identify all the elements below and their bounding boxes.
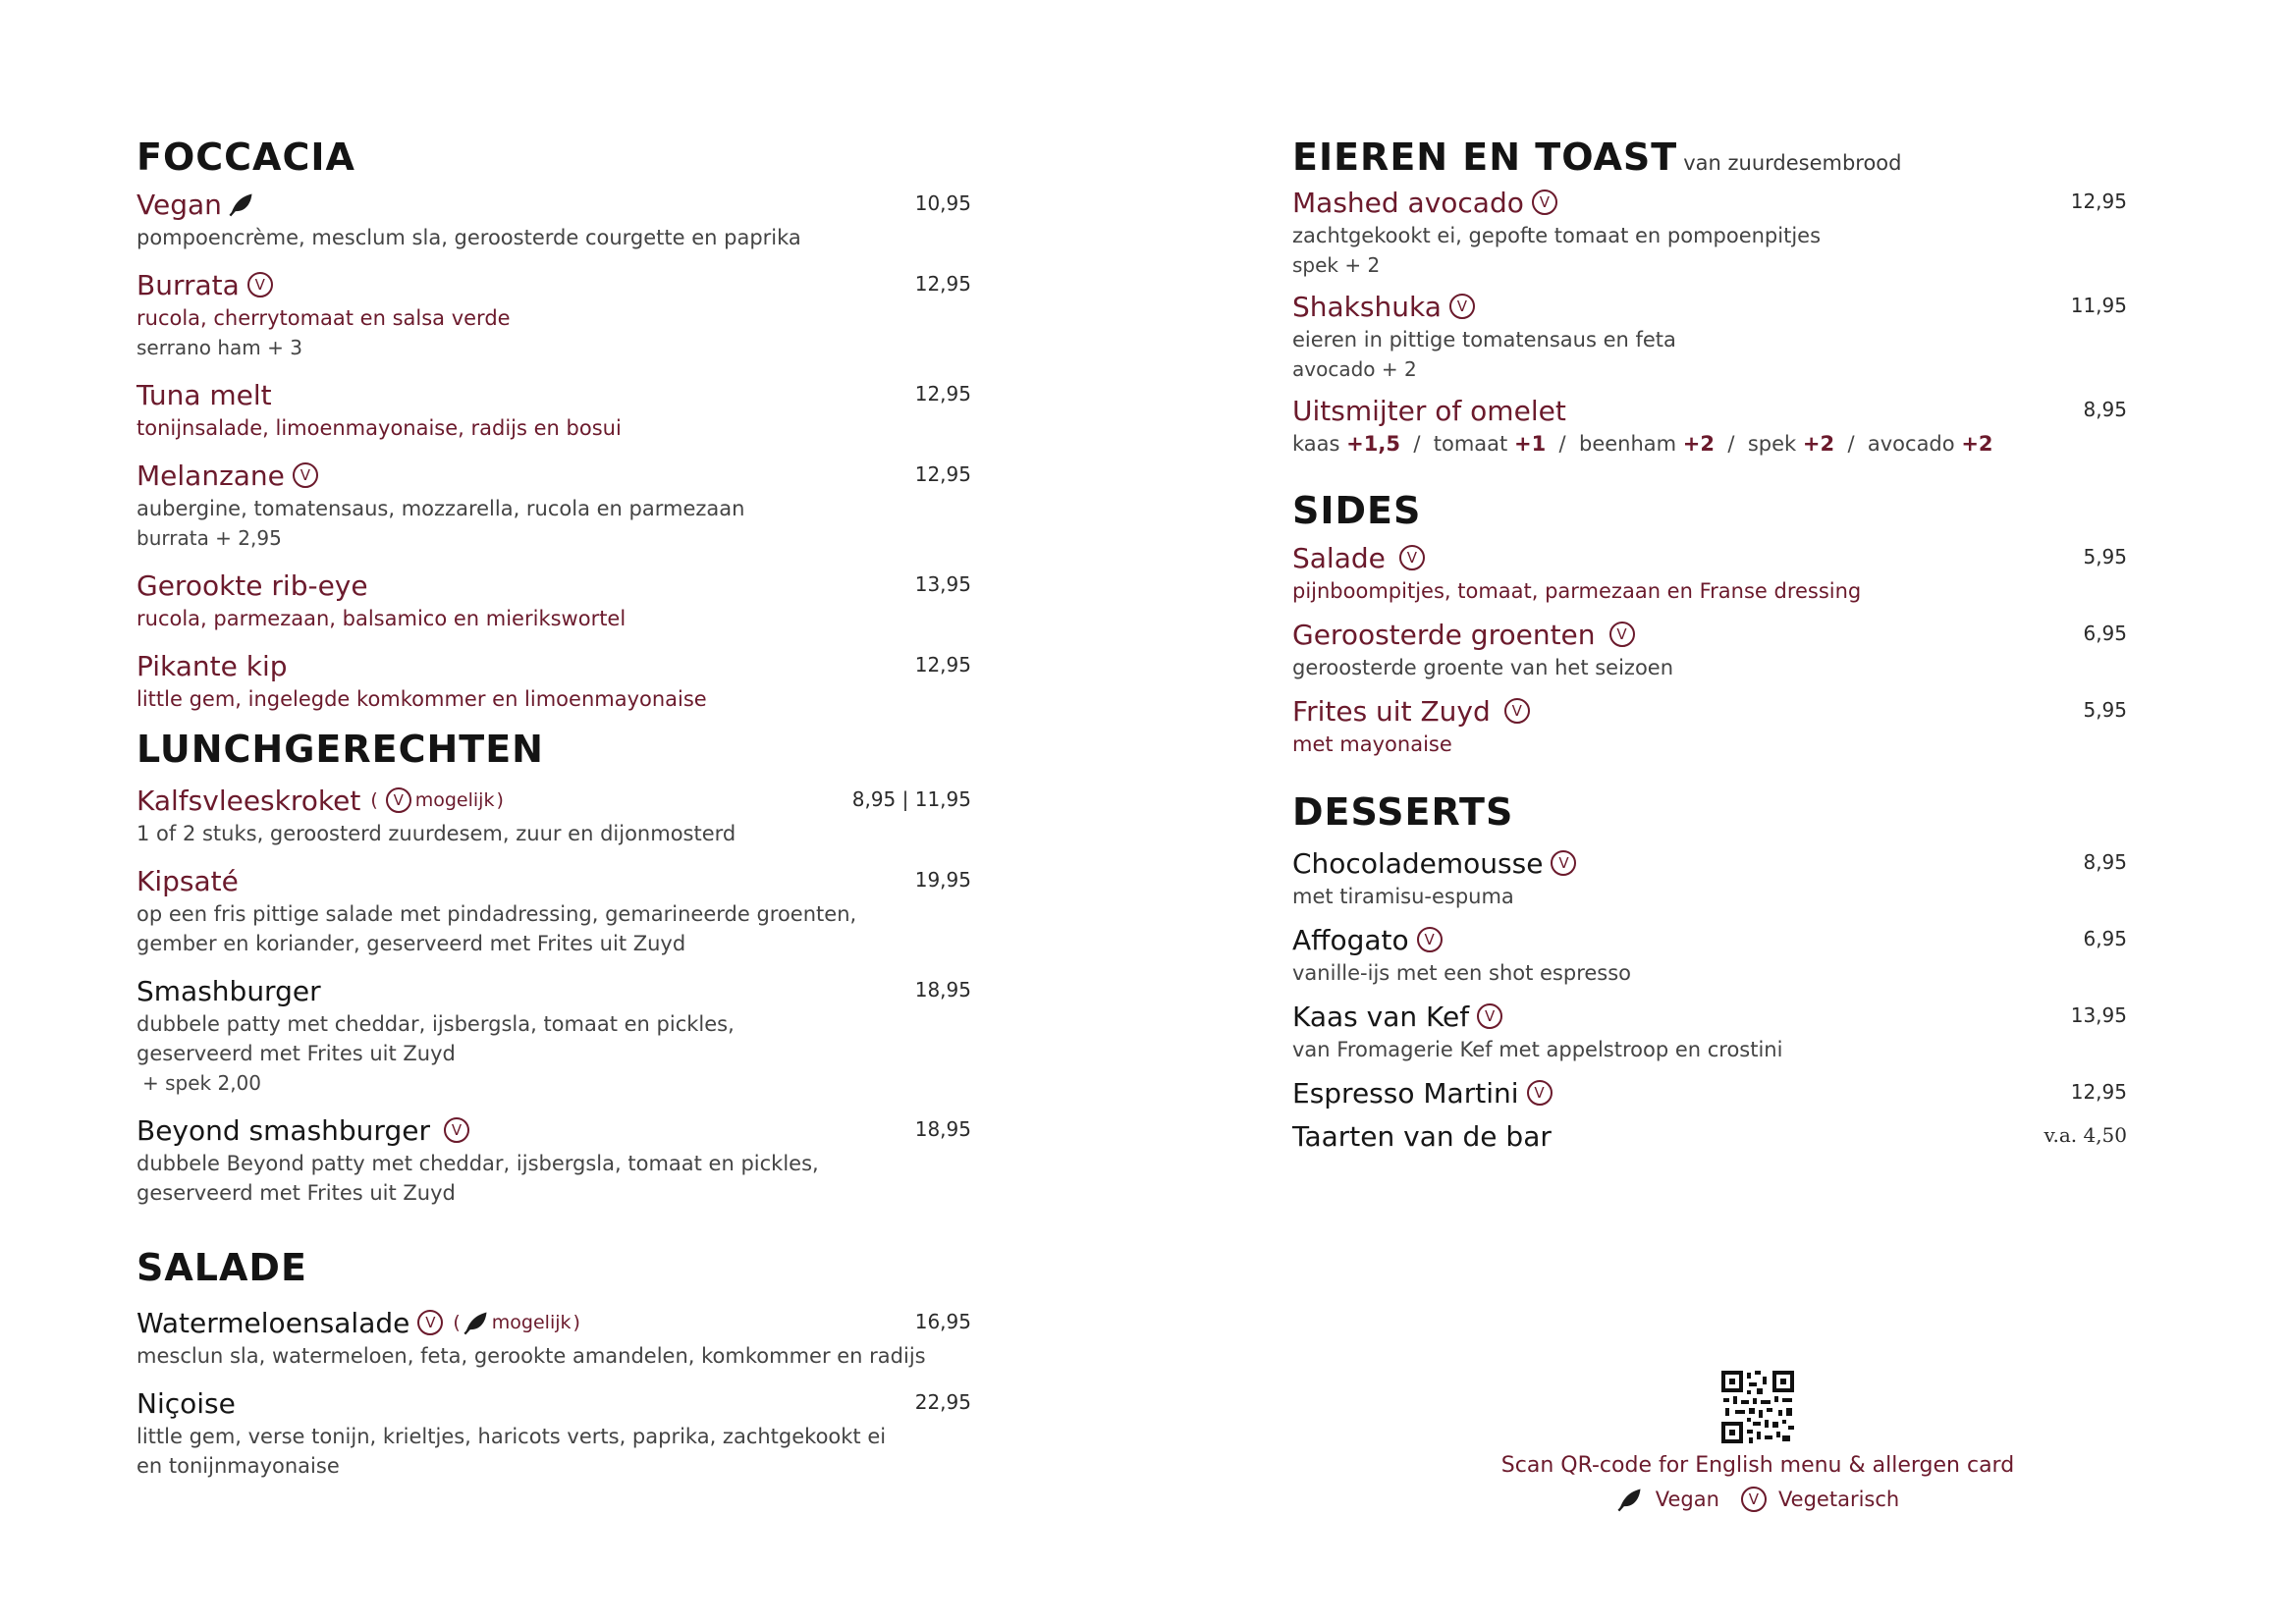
section-title: SALADE bbox=[136, 1246, 307, 1289]
item-option: mogelijk bbox=[414, 789, 495, 811]
item-name: Burrata bbox=[136, 268, 240, 301]
item-name: Tuna melt bbox=[136, 378, 272, 411]
item-name: Uitsmijter of omelet bbox=[1292, 394, 1566, 427]
v-circle-icon: V bbox=[1527, 1080, 1553, 1106]
item-name: Chocolademousse bbox=[1292, 846, 1544, 880]
item-price: 22,95 bbox=[914, 1390, 971, 1414]
v-circle-icon: V bbox=[1551, 850, 1576, 876]
menu-item bbox=[136, 782, 971, 848]
item-description: op een fris pittige salade met pindadressing, gemarineerde groenten, bbox=[136, 902, 857, 926]
option-separator: / bbox=[1413, 432, 1421, 456]
section-sides bbox=[1292, 486, 2127, 759]
item-name: Frites uit Zuyd bbox=[1292, 694, 1491, 728]
item-name: Niçoise bbox=[136, 1386, 236, 1420]
item-name: Taarten van de bar bbox=[1292, 1119, 1552, 1153]
item-price: 8,95 bbox=[2083, 398, 2127, 421]
menu-item bbox=[1292, 392, 2127, 459]
item-price: 13,95 bbox=[914, 572, 971, 596]
v-circle-icon: V bbox=[1417, 927, 1443, 952]
item-price: 18,95 bbox=[914, 1117, 971, 1141]
item-name: Watermeloensalade bbox=[136, 1306, 410, 1339]
option-price: +2 bbox=[1802, 432, 1835, 456]
item-description: little gem, ingelegde komkommer en limoenmayonaise bbox=[136, 687, 707, 711]
item-price: 6,95 bbox=[2083, 622, 2127, 645]
v-circle-icon: V bbox=[1399, 545, 1425, 570]
item-description: dubbele patty met cheddar, ijsbergsla, tomaat en pickles, bbox=[136, 1012, 735, 1036]
item-description: pompoencrème, mesclum sla, geroosterde courgette en paprika bbox=[136, 226, 801, 249]
menu-item bbox=[136, 972, 971, 1098]
item-price: 13,95 bbox=[2070, 1003, 2127, 1027]
item-description-line2: geserveerd met Frites uit Zuyd bbox=[136, 1181, 456, 1205]
menu-item bbox=[136, 266, 971, 362]
item-price: 12,95 bbox=[2070, 1080, 2127, 1104]
v-circle-icon: V bbox=[247, 272, 273, 298]
option-label: spek bbox=[1747, 432, 1797, 456]
item-price: 12,95 bbox=[914, 272, 971, 296]
paren-close: ) bbox=[496, 789, 504, 811]
section-salade bbox=[136, 1243, 971, 1481]
leaf-icon bbox=[1616, 1486, 1644, 1513]
option-label: beenham bbox=[1578, 432, 1677, 456]
item-description: tonijnsalade, limoenmayonaise, radijs en bosui bbox=[136, 416, 622, 440]
item-name: Smashburger bbox=[136, 974, 321, 1007]
item-description: rucola, cherrytomaat en salsa verde bbox=[136, 306, 511, 330]
leaf-icon bbox=[463, 1309, 490, 1336]
item-price: 16,95 bbox=[914, 1310, 971, 1333]
menu-item bbox=[1292, 288, 2127, 384]
item-name: Melanzane bbox=[136, 459, 285, 492]
menu-item bbox=[136, 1304, 971, 1371]
item-price: 10,95 bbox=[914, 191, 971, 215]
item-name: Geroosterde groenten bbox=[1292, 618, 1596, 651]
menu-item bbox=[136, 862, 971, 958]
menu-item bbox=[136, 376, 971, 443]
item-extra: burrata + 2,95 bbox=[136, 526, 282, 550]
item-price: 6,95 bbox=[2083, 927, 2127, 950]
menu-item bbox=[136, 1111, 971, 1208]
item-description: 1 of 2 stuks, geroosterd zuurdesem, zuur en dijonmosterd bbox=[136, 822, 736, 845]
option-price: +1,5 bbox=[1346, 432, 1400, 456]
item-description-line2: geserveerd met Frites uit Zuyd bbox=[136, 1042, 456, 1065]
menu-item bbox=[1292, 998, 2127, 1064]
legend bbox=[1483, 1486, 2033, 1513]
item-description-line2: gember en koriander, geserveerd met Frites uit Zuyd bbox=[136, 932, 686, 955]
item-name: Mashed avocado bbox=[1292, 186, 1524, 219]
item-description: rucola, parmezaan, balsamico en mierikswortel bbox=[136, 607, 627, 630]
option-price: +2 bbox=[1682, 432, 1716, 456]
item-description: dubbele Beyond patty met cheddar, ijsbergsla, tomaat en pickles, bbox=[136, 1152, 819, 1175]
item-description: pijnboompitjes, tomaat, parmezaan en Franse dressing bbox=[1292, 579, 1862, 603]
item-extra: spek + 2 bbox=[1292, 253, 1381, 277]
item-name: Espresso Martini bbox=[1292, 1076, 1519, 1110]
item-price: 5,95 bbox=[2083, 698, 2127, 722]
menu-item bbox=[1292, 844, 2127, 911]
qr-caption: Scan QR-code for English menu & allergen card bbox=[1500, 1453, 2015, 1478]
option-separator: / bbox=[1847, 432, 1855, 456]
item-description: met tiramisu-espuma bbox=[1292, 885, 1514, 908]
menu-item bbox=[1292, 921, 2127, 988]
v-circle-icon: V bbox=[386, 787, 411, 813]
item-price: 19,95 bbox=[914, 868, 971, 892]
item-price: 11,95 bbox=[2070, 294, 2127, 317]
v-circle-icon: V bbox=[1741, 1487, 1767, 1512]
section-foccacia bbox=[136, 133, 971, 714]
item-extra: + spek 2,00 bbox=[142, 1071, 262, 1095]
item-description-line2: en tonijnmayonaise bbox=[136, 1454, 340, 1478]
section-title: DESSERTS bbox=[1292, 790, 1514, 834]
footer bbox=[1483, 1371, 2033, 1513]
option-separator: / bbox=[1558, 432, 1566, 456]
section-title: SIDES bbox=[1292, 489, 1422, 532]
item-name: Pikante kip bbox=[136, 649, 288, 682]
v-circle-icon: V bbox=[1609, 622, 1635, 647]
paren-open: ( bbox=[453, 1312, 461, 1333]
menu-item bbox=[136, 186, 971, 252]
option-label: avocado bbox=[1867, 432, 1955, 456]
item-price: 12,95 bbox=[2070, 189, 2127, 213]
item-description: mesclun sla, watermeloen, feta, gerookte amandelen, komkommer en radijs bbox=[136, 1344, 926, 1368]
v-circle-icon: V bbox=[1449, 294, 1475, 319]
menu-item bbox=[136, 1384, 971, 1481]
menu-item bbox=[1292, 616, 2127, 682]
section-title bbox=[1292, 133, 2127, 182]
legend-vegan: Vegan bbox=[1655, 1488, 1719, 1511]
item-price: 8,95 bbox=[2083, 850, 2127, 874]
item-name: Shakshuka bbox=[1292, 290, 1442, 323]
item-description: little gem, verse tonijn, krieltjes, haricots verts, paprika, zachtgekookt ei bbox=[136, 1425, 887, 1448]
item-price: 8,95 | 11,95 bbox=[851, 787, 971, 811]
item-extra: serrano ham + 3 bbox=[136, 336, 302, 359]
section-title: FOCCACIA bbox=[136, 135, 355, 179]
section-title-text: EIEREN EN TOAST bbox=[1292, 135, 1678, 179]
section-eieren bbox=[1292, 133, 2127, 459]
item-price: v.a. 4,50 bbox=[2044, 1123, 2127, 1147]
section-title: LUNCHGERECHTEN bbox=[136, 728, 544, 771]
option-separator: / bbox=[1727, 432, 1735, 456]
section-subtitle: van zuurdesembrood bbox=[1683, 151, 1902, 175]
menu-item bbox=[1292, 539, 2127, 606]
item-description: eieren in pittige tomatensaus en feta bbox=[1292, 328, 1676, 352]
option-price: +2 bbox=[1961, 432, 1993, 456]
item-price: 12,95 bbox=[914, 382, 971, 406]
item-description: met mayonaise bbox=[1292, 732, 1452, 756]
qr-code-icon[interactable] bbox=[1721, 1371, 1794, 1443]
item-price: 12,95 bbox=[914, 462, 971, 486]
v-circle-icon: V bbox=[444, 1117, 469, 1143]
menu-item bbox=[136, 647, 971, 714]
item-price: 5,95 bbox=[2083, 545, 2127, 568]
section-lunch bbox=[136, 725, 971, 1208]
item-description: van Fromagerie Kef met appelstroop en crostini bbox=[1292, 1038, 1783, 1061]
menu-item bbox=[1292, 1074, 2127, 1111]
option-label: kaas bbox=[1292, 432, 1340, 456]
item-name: Kalfsvleeskroket bbox=[136, 784, 361, 817]
item-name: Salade bbox=[1292, 541, 1386, 574]
item-options bbox=[1292, 429, 2127, 459]
item-price: 12,95 bbox=[914, 653, 971, 677]
menu-item bbox=[1292, 184, 2127, 280]
menu-item bbox=[136, 457, 971, 553]
leaf-icon bbox=[228, 190, 255, 218]
menu-item bbox=[1292, 1117, 2127, 1155]
option-label: tomaat bbox=[1433, 432, 1508, 456]
section-desserts bbox=[1292, 787, 2127, 1155]
paren-close: ) bbox=[572, 1312, 580, 1333]
option-price: +1 bbox=[1513, 432, 1547, 456]
menu-item bbox=[136, 567, 971, 633]
item-price: 18,95 bbox=[914, 978, 971, 1001]
item-name: Kipsaté bbox=[136, 864, 239, 897]
item-description: geroosterde groente van het seizoen bbox=[1292, 656, 1674, 679]
item-name: Gerookte rib-eye bbox=[136, 568, 368, 602]
v-circle-icon: V bbox=[1504, 698, 1530, 724]
item-description: aubergine, tomatensaus, mozzarella, rucola en parmezaan bbox=[136, 497, 745, 520]
v-circle-icon: V bbox=[417, 1310, 443, 1335]
paren-open: ( bbox=[370, 789, 378, 811]
v-circle-icon: V bbox=[1532, 189, 1557, 215]
item-name: Vegan bbox=[136, 188, 222, 221]
item-extra: avocado + 2 bbox=[1292, 357, 1417, 381]
item-name: Beyond smashburger bbox=[136, 1113, 430, 1147]
item-description: zachtgekookt ei, gepofte tomaat en pompoenpitjes bbox=[1292, 224, 1822, 247]
item-description: vanille-ijs met een shot espresso bbox=[1292, 961, 1632, 985]
legend-vegetarian: Vegetarisch bbox=[1777, 1488, 1900, 1511]
item-option: mogelijk bbox=[491, 1312, 572, 1333]
menu-item bbox=[1292, 692, 2127, 759]
item-name: Affogato bbox=[1292, 923, 1409, 956]
v-circle-icon: V bbox=[293, 462, 318, 488]
item-name: Kaas van Kef bbox=[1292, 1000, 1470, 1033]
v-circle-icon: V bbox=[1477, 1003, 1502, 1029]
